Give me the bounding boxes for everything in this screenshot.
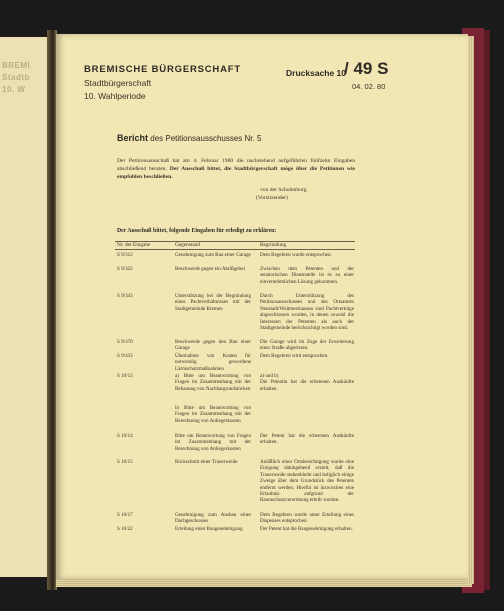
report-paragraph — [117, 158, 355, 182]
row-subject: Beschwerde gegen ein Abrißgebot — [175, 266, 246, 272]
row-nr: S 9/370 — [117, 339, 133, 345]
column-header-nr: Nr. der Eingabe — [117, 242, 151, 248]
report-title — [117, 133, 261, 143]
page-stack-right — [468, 36, 474, 584]
row-nr: S 9/312 — [117, 252, 133, 258]
signature-name: von der Schulenburg — [260, 187, 307, 193]
row-reason: Der Petent hat die Baugenehmigung erhalten. — [260, 526, 353, 532]
report-title-word: Bericht — [117, 133, 149, 143]
table-top-rule — [115, 241, 355, 242]
row-subject: Unterstützung bei der Begründung eines Pachtverhältnisses mit der Stadtgemeinde Bremen — [175, 293, 251, 312]
left-page-ghost-text: Stadtb — [2, 73, 30, 82]
row-reason: Anläßlich einer Ortsbesichtigung wurde eine Einigung dahingehend erzielt, daß die Trauerweide stehenbleibt und lediglich einige Zweige über dem Grundstück des Petenten entfernt werden. Hierfür ist inzwischen eine Erlaubnis aufgrund der Baumschutzverordnung erteilt worden. — [260, 459, 354, 504]
row-subject: Rückschnitt einer Trauerweide — [175, 459, 238, 465]
row-reason: Durch Unterstützung des Petitionsausschusses und des Ortsamtes Neustadt/Woltmershausen sind Pachtverträge abgeschlossen worden, in denen sowohl die Interessen der Petenten als auch der Stadtgemeinde berücksichtigt worden sind. — [260, 293, 354, 332]
column-header-subject: Gegenstand — [175, 242, 201, 248]
book-cover-edge — [484, 30, 490, 590]
row-nr: S 9/343 — [117, 293, 133, 299]
row-reason: a) und b) Die Petentin hat die erbetenen Auskünfte erhalten. — [260, 373, 354, 392]
left-page-ghost-text: 10. W — [2, 85, 26, 94]
signature-role: (Vorsitzender) — [256, 195, 288, 201]
row-subject: Genehmigung zum Ausbau eines Dachgeschosses — [175, 512, 251, 525]
doc-date: 04. 02. 80 — [352, 82, 386, 91]
doc-number: / 49 S — [344, 59, 389, 78]
row-subject: Bitte um Beantwortung von Fragen im Zusammenhang mit der Berechnung von Anliegerkosten — [175, 433, 251, 452]
doc-label: Drucksache 10 — [286, 68, 347, 78]
report-title-rest: des Petitionsausschusses Nr. 5 — [150, 134, 262, 143]
row-reason: Die Garage wird im Zuge der Erweiterung einer Straße abgerissen. — [260, 339, 354, 352]
row-subject-a: a) Bitte um Beantwortung von Fragen im Zusammenhang mit der Bebauung von Nachbargrundstücken — [175, 373, 251, 392]
row-reason: Der Petent hat die erbetenen Auskünfte erhalten. — [260, 433, 354, 446]
row-nr: S 9/322 — [117, 266, 133, 272]
row-reason: Dem Begehren wurde unter Erteilung eines Dispenses entsprochen. — [260, 512, 354, 525]
legislative-period: 10. Wahlperiode — [84, 91, 146, 101]
org-name: BREMISCHE BÜRGERSCHAFT — [84, 64, 241, 75]
row-reason: Zwischen dem Petenten und der senatorischen Dienststelle ist es zu einer einvernehmlichen Lösung gekommen. — [260, 266, 354, 285]
row-nr: S 10/15 — [117, 459, 133, 465]
row-subject-b: b) Bitte um Beantwortung von Fragen im Zusammenhang mit der Berechnung von Anliegerkosten — [175, 405, 251, 424]
table-intro: Der Ausschuß bittet, folgende Eingaben für erledigt zu erklären: — [117, 228, 277, 234]
row-nr: S 10/22 — [117, 526, 133, 532]
row-subject: Erteilung einer Baugenehmigung — [175, 526, 243, 532]
page-stack-bottom — [56, 579, 472, 587]
row-reason: Dem Begehren wird entsprochen. — [260, 353, 329, 359]
table-header-rule — [115, 249, 355, 250]
row-nr: S 10/14 — [117, 433, 133, 439]
paragraph-plain: Der Petitionsausschuß hat am 4. Februar 1980 die nachstehend aufgeführten fünfzehn Eingaben abschließend beraten. — [117, 158, 355, 172]
row-nr: S 10/17 — [117, 512, 133, 518]
row-nr: S 9/433 — [117, 353, 133, 359]
row-reason: Dem Begehren wurde entsprochen. — [260, 252, 332, 258]
row-nr: S 10/13 — [117, 373, 133, 379]
row-subject: Genehmigung zum Bau einer Garage — [175, 252, 251, 258]
row-subject: Übernahme von Kosten für notwendig gewordene Lärmschutzmaßnahmen — [175, 353, 251, 372]
column-header-reason: Begründung — [260, 242, 287, 248]
parliament-body: Stadtbürgerschaft — [84, 78, 152, 88]
row-subject: Beschwerde gegen den Bau einer Garage — [175, 339, 251, 352]
paragraph-bold: Der Ausschuß bittet, die Stadtbürgerschaft möge über die Petitionen wie empfohlen beschließen. — [117, 165, 355, 180]
left-page-ghost-text: BREMI — [2, 61, 31, 70]
left-page — [0, 37, 50, 577]
